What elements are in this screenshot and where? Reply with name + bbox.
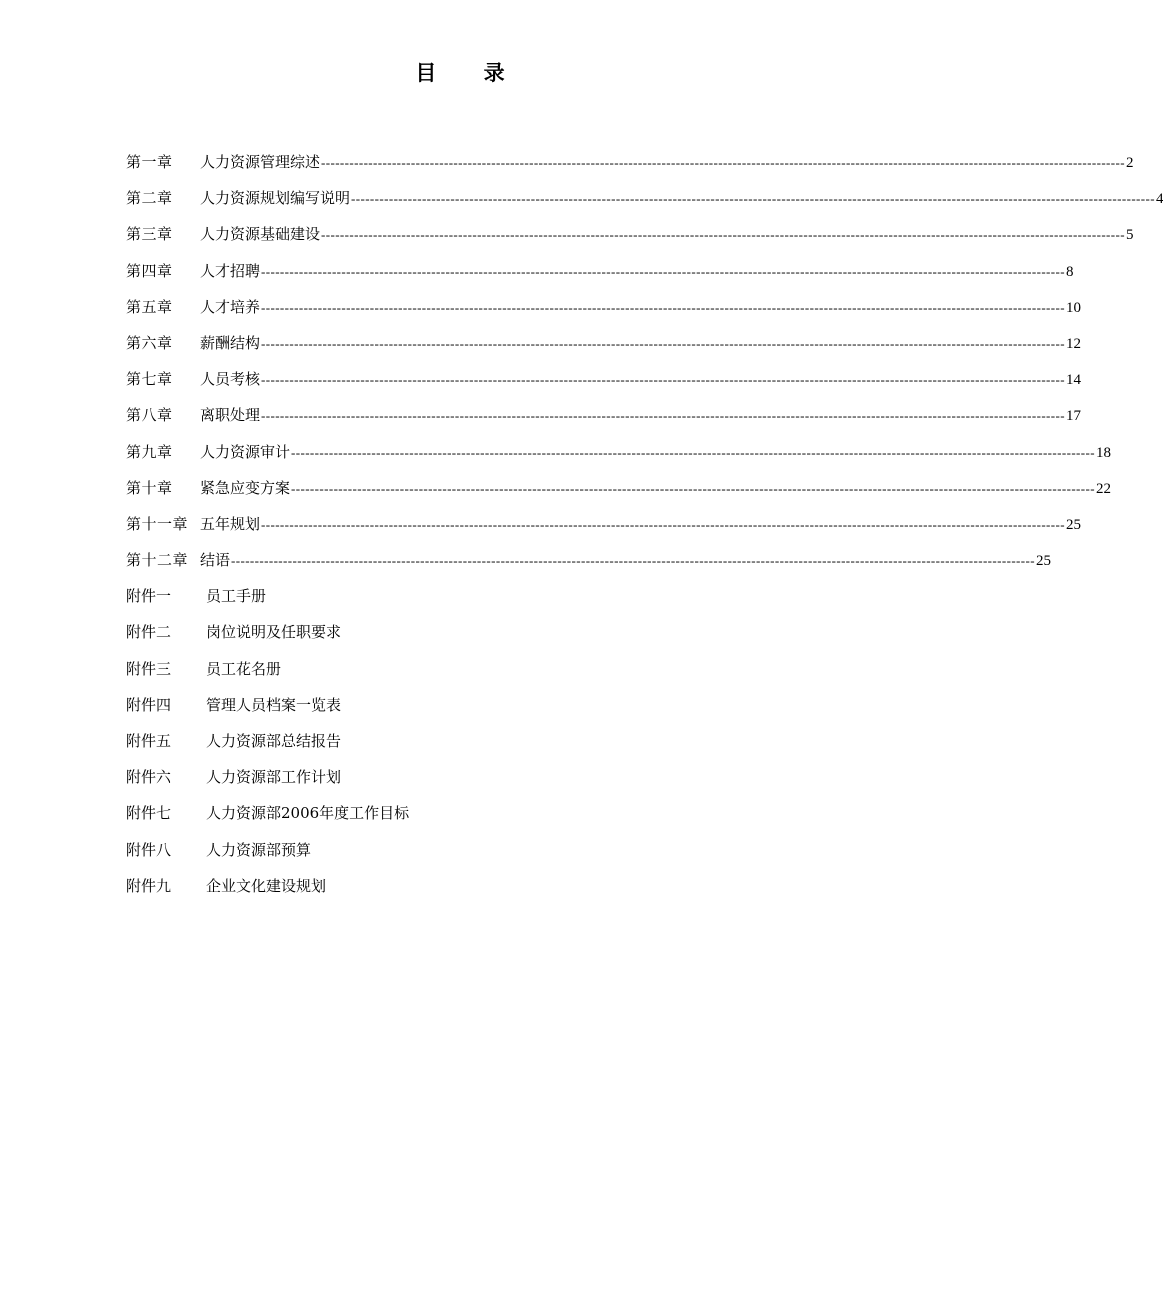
toc-chapter-title: 结语 (200, 551, 231, 570)
toc-chapter-number: 第十章 (126, 478, 173, 497)
attachment-label: 附件一 (126, 587, 172, 606)
table-of-contents (126, 150, 1163, 910)
attachment-title: 人力资源部工作计划 (206, 768, 342, 787)
attachment-title: 人力资源部总结报告 (206, 732, 342, 750)
toc-entry[interactable] (126, 295, 1081, 331)
attachment-entry[interactable] (126, 657, 836, 693)
toc-dot-leader: -------------------------------------------------------------------------------------------------------------------------------------------------------------------------- (261, 335, 1065, 351)
toc-dot-leader: -------------------------------------------------------------------------------------------------------------------------------------------------------------------------- (321, 227, 1125, 243)
toc-dot-leader: -------------------------------------------------------------------------------------------------------------------------------------------------------------------------- (261, 408, 1065, 424)
toc-dot-leader: -------------------------------------------------------------------------------------------------------------------------------------------------------------------------- (261, 299, 1065, 315)
toc-dot-leader: -------------------------------------------------------------------------------------------------------------------------------------------------------------------------- (261, 516, 1065, 532)
attachment-label: 附件四 (126, 695, 172, 714)
page-title: 目 录 (415, 60, 525, 85)
attachment-label: 附件二 (126, 623, 172, 642)
toc-chapter-title: 人员考核 (200, 370, 261, 389)
toc-page-number: 18 (1095, 444, 1111, 461)
attachment-title: 管理人员档案一览表 (206, 695, 342, 714)
toc-chapter-title: 人才培养 (200, 297, 261, 316)
toc-page-number: 8 (1065, 263, 1074, 280)
attachment-label: 附件三 (126, 659, 172, 678)
attachment-title: 人力资源部预算 (206, 840, 312, 859)
attachment-entry[interactable] (126, 620, 836, 656)
toc-dot-leader: -------------------------------------------------------------------------------------------------------------------------------------------------------------------------- (291, 480, 1095, 496)
toc-page-number: 4 (1155, 191, 1163, 208)
toc-chapter-title: 人力资源管理综述 (200, 153, 321, 171)
toc-entry[interactable] (126, 440, 1111, 476)
attachment-entry[interactable] (126, 693, 836, 729)
toc-entry[interactable] (126, 367, 1081, 403)
toc-chapter-number: 第八章 (126, 406, 173, 425)
toc-page-number: 17 (1065, 408, 1081, 425)
toc-chapter-title: 紧急应变方案 (200, 478, 291, 497)
attachment-entry[interactable] (126, 801, 836, 837)
toc-page-number: 14 (1065, 372, 1081, 389)
toc-chapter-number: 第九章 (126, 442, 173, 461)
toc-entry[interactable] (126, 186, 1163, 222)
toc-dot-leader: -------------------------------------------------------------------------------------------------------------------------------------------------------------------------- (261, 372, 1065, 388)
toc-chapter-title: 人力资源基础建设 (200, 225, 321, 244)
attachment-entry[interactable] (126, 838, 836, 874)
attachment-title: 岗位说明及任职要求 (206, 623, 342, 642)
attachment-title: 员工手册 (206, 587, 267, 606)
toc-chapter-number: 第十一章 (126, 514, 189, 533)
attachment-title: 企业文化建设规划 (206, 876, 327, 895)
toc-chapter-number: 第五章 (126, 297, 173, 316)
attachment-title: 人力资源部2006年度工作目标 (206, 804, 410, 823)
attachment-entry[interactable] (126, 765, 836, 801)
toc-dot-leader: -------------------------------------------------------------------------------------------------------------------------------------------------------------------------- (291, 444, 1095, 460)
toc-page-number: 10 (1065, 299, 1081, 316)
toc-page-number: 25 (1035, 553, 1051, 570)
toc-chapter-number: 第三章 (126, 225, 173, 244)
toc-entry[interactable] (126, 331, 1081, 367)
toc-chapter-number: 第四章 (126, 261, 173, 280)
toc-entry[interactable] (126, 512, 1081, 548)
toc-chapter-number: 第六章 (126, 333, 173, 352)
toc-chapter-number: 第十二章 (126, 551, 189, 570)
toc-entry[interactable] (126, 150, 1134, 186)
toc-chapter-title: 离职处理 (200, 406, 261, 425)
toc-chapter-number: 第七章 (126, 370, 173, 389)
toc-dot-leader: -------------------------------------------------------------------------------------------------------------------------------------------------------------------------- (351, 191, 1155, 207)
toc-chapter-number: 第二章 (126, 189, 173, 208)
toc-chapter-title: 人力资源规划编写说明 (200, 189, 351, 208)
toc-chapter-title: 人才招聘 (200, 261, 261, 280)
attachment-entry[interactable] (126, 874, 836, 910)
toc-chapter-title: 薪酬结构 (200, 333, 261, 352)
attachment-label: 附件六 (126, 768, 172, 787)
toc-dot-leader: -------------------------------------------------------------------------------------------------------------------------------------------------------------------------- (321, 155, 1125, 170)
toc-dot-leader: -------------------------------------------------------------------------------------------------------------------------------------------------------------------------- (261, 263, 1065, 279)
toc-entry[interactable] (126, 548, 1051, 584)
attachment-label: 附件五 (126, 732, 172, 750)
toc-chapter-title: 五年规划 (200, 514, 261, 533)
toc-page-number: 12 (1065, 335, 1081, 352)
toc-page-number: 22 (1095, 480, 1111, 497)
attachment-label: 附件八 (126, 840, 172, 859)
attachment-title: 员工花名册 (206, 659, 282, 678)
toc-dot-leader: -------------------------------------------------------------------------------------------------------------------------------------------------------------------------- (231, 553, 1035, 569)
toc-entry[interactable] (126, 259, 1074, 295)
toc-chapter-title: 人力资源审计 (200, 442, 291, 461)
toc-entry[interactable] (126, 222, 1134, 258)
toc-chapter-number: 第一章 (126, 153, 173, 171)
toc-entry[interactable] (126, 403, 1081, 439)
toc-page-number: 5 (1125, 227, 1134, 244)
toc-page-number: 25 (1065, 516, 1081, 533)
toc-entry[interactable] (126, 476, 1111, 512)
attachment-label: 附件九 (126, 876, 172, 895)
attachment-label: 附件七 (126, 804, 172, 823)
toc-page-number: 2 (1125, 155, 1134, 171)
attachment-entry[interactable] (126, 729, 836, 765)
attachment-entry[interactable] (126, 584, 836, 620)
